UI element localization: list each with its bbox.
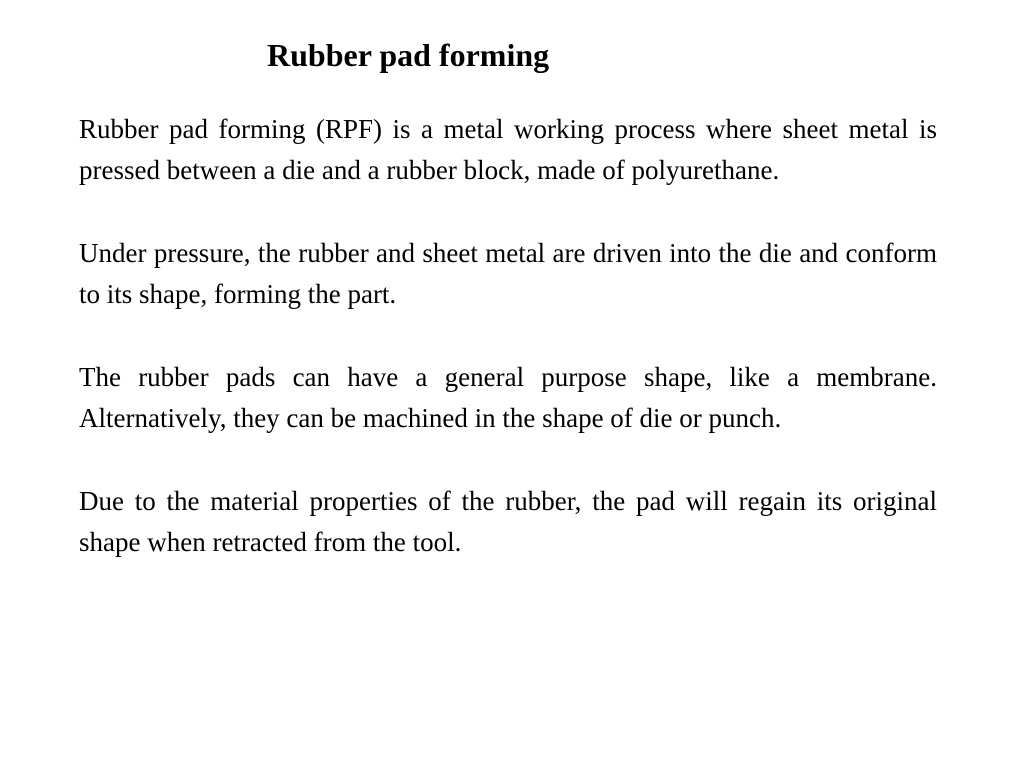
paragraph-pad-shape: The rubber pads can have a general purpose shape, like a membrane. Alternatively, they can be machined in the shape of die or punch. [79,362,937,433]
paragraph-pressure: Under pressure, the rubber and sheet metal are driven into the die and conform to its shape, forming the part. [79,238,937,309]
slide-title: Rubber pad forming [267,37,550,73]
paragraph-material-properties: Due to the material properties of the rubber, the pad will regain its original shape when retracted from the tool. [79,486,937,557]
paragraph-definition: Rubber pad forming (RPF) is a metal working process where sheet metal is pressed between a die and a rubber block, made of polyurethane. [79,114,937,185]
slide-body [79,109,937,605]
